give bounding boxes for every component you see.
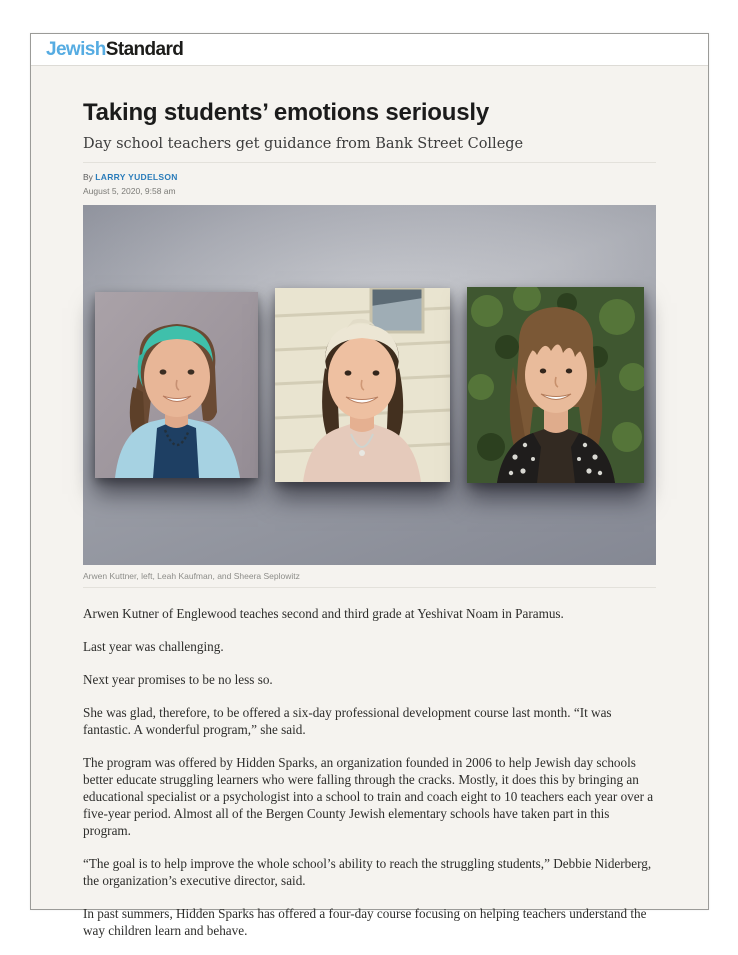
- article-paragraph-1: Arwen Kutner of Englewood teaches second and third grade at Yeshivat Noam in Paramus.: [83, 605, 564, 621]
- article-paragraph-3: Next year promises to be no less so.: [83, 671, 273, 687]
- logo-part-jewish: Jewish: [46, 39, 106, 60]
- portrait-sheera-seplowitz: [467, 287, 644, 483]
- site-header: [31, 34, 708, 66]
- portrait-leah-kaufman: [275, 288, 450, 482]
- article-paragraph-4: She was glad, therefore, to be offered a six-day professional development course last month. “It was fantastic. A wonderful program,” she said.: [83, 704, 612, 737]
- article-paragraph-2: Last year was challenging.: [83, 638, 224, 654]
- article-date: August 5, 2020, 9:58 am: [83, 185, 176, 196]
- article-title: Taking students’ emotions seriously: [83, 99, 489, 126]
- byline-prefix: By: [83, 171, 93, 182]
- site-logo[interactable]: [46, 40, 183, 59]
- article-subtitle: Day school teachers get guidance from Bank Street College: [83, 135, 524, 152]
- portrait-arwen-kuttner: [95, 292, 258, 478]
- hero-image: [83, 205, 656, 565]
- byline: [83, 172, 656, 182]
- article-page-card: [30, 33, 709, 938]
- caption-divider: [83, 587, 656, 588]
- hero-figure: [83, 205, 656, 581]
- article-content: [31, 66, 708, 939]
- article-paragraph-7: In past summers, Hidden Sparks has offered a four-day course focusing on helping teachers understand the way children learn and behave.: [83, 905, 647, 938]
- article-paragraph-5: The program was offered by Hidden Sparks, an organization founded in 2006 to help Jewish day schools better educate struggling learners who were falling through the cracks. Mostly, it does this by bringing an educational specialist or a psychologist into a school to train and coach eight to 10 teachers each year over a five-year period. Almost all of the Bergen County Jewish elementary schools have taken part in this program.: [83, 754, 654, 838]
- author-link[interactable]: LARRY YUDELSON: [95, 171, 178, 182]
- image-caption: Arwen Kuttner, left, Leah Kaufman, and Sheera Seplowitz: [83, 570, 300, 581]
- article-paragraph-6: “The goal is to help improve the whole school’s ability to reach the struggling students,” Debbie Niderberg, the organization’s executive director, said.: [83, 855, 652, 888]
- logo-part-standard: Standard: [105, 39, 184, 60]
- article-body: [83, 605, 656, 939]
- subtitle-divider: [83, 162, 656, 163]
